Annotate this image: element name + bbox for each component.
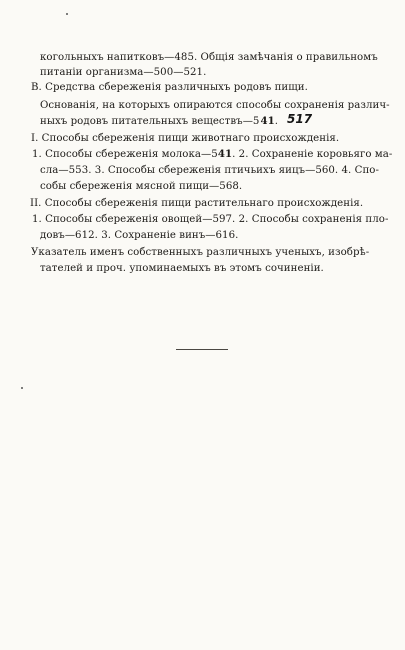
text-line-11: 1. Способы сбереженія овощей—597. 2. Способы сохраненія пло- <box>32 214 389 225</box>
subsection-heading-i: I. Способы сбереженія пищи животнаго происхожденія. <box>31 133 340 144</box>
paper-speck <box>66 13 68 15</box>
text-line-2: питаніи организма—500—521. <box>40 67 207 78</box>
period: . <box>274 116 279 127</box>
paper-speck <box>21 387 23 389</box>
text-line-14: тателей и проч. упоминаемыхъ въ этомъ сочиненіи. <box>40 263 324 274</box>
divider-rule <box>176 349 228 350</box>
section-heading-v: В. Средства сбереженія различныхъ родовъ пищи. <box>31 82 308 93</box>
text-line-1: когольныхъ напитковъ—485. Общія замѣчанія о правильномъ <box>40 52 378 63</box>
index-heading: Указатель именъ собственныхъ различныхъ ученыхъ, изобрѣ- <box>31 247 370 258</box>
text-line-7-part-b: . 2. Сохраненіе коровьяго ма- <box>232 149 393 160</box>
text-line-7 <box>32 148 392 161</box>
text-line-5-part: ныхъ родовъ питательныхъ веществъ—5 <box>40 116 260 127</box>
handwritten-correction: 41 <box>260 115 275 127</box>
text-line-5 <box>40 115 278 128</box>
text-line-4: Основанія, на которыхъ опираются способы сохраненія различ- <box>40 100 390 111</box>
text-line-7-part-a: 1. Способы сбереженія молока—5 <box>32 149 218 160</box>
text-line-9: собы сбереженія мясной пищи—568. <box>40 181 243 192</box>
handwritten-note: 517 <box>287 112 313 126</box>
subsection-heading-ii: II. Способы сбереженія пищи растительнаго происхожденія. <box>30 198 364 209</box>
handwritten-digits: 41 <box>217 148 233 160</box>
text-line-8: сла—553. 3. Способы сбереженія птичьихъ яицъ—560. 4. Спо- <box>40 165 379 176</box>
text-line-12: довъ—612. 3. Сохраненіе винъ—616. <box>40 230 239 241</box>
